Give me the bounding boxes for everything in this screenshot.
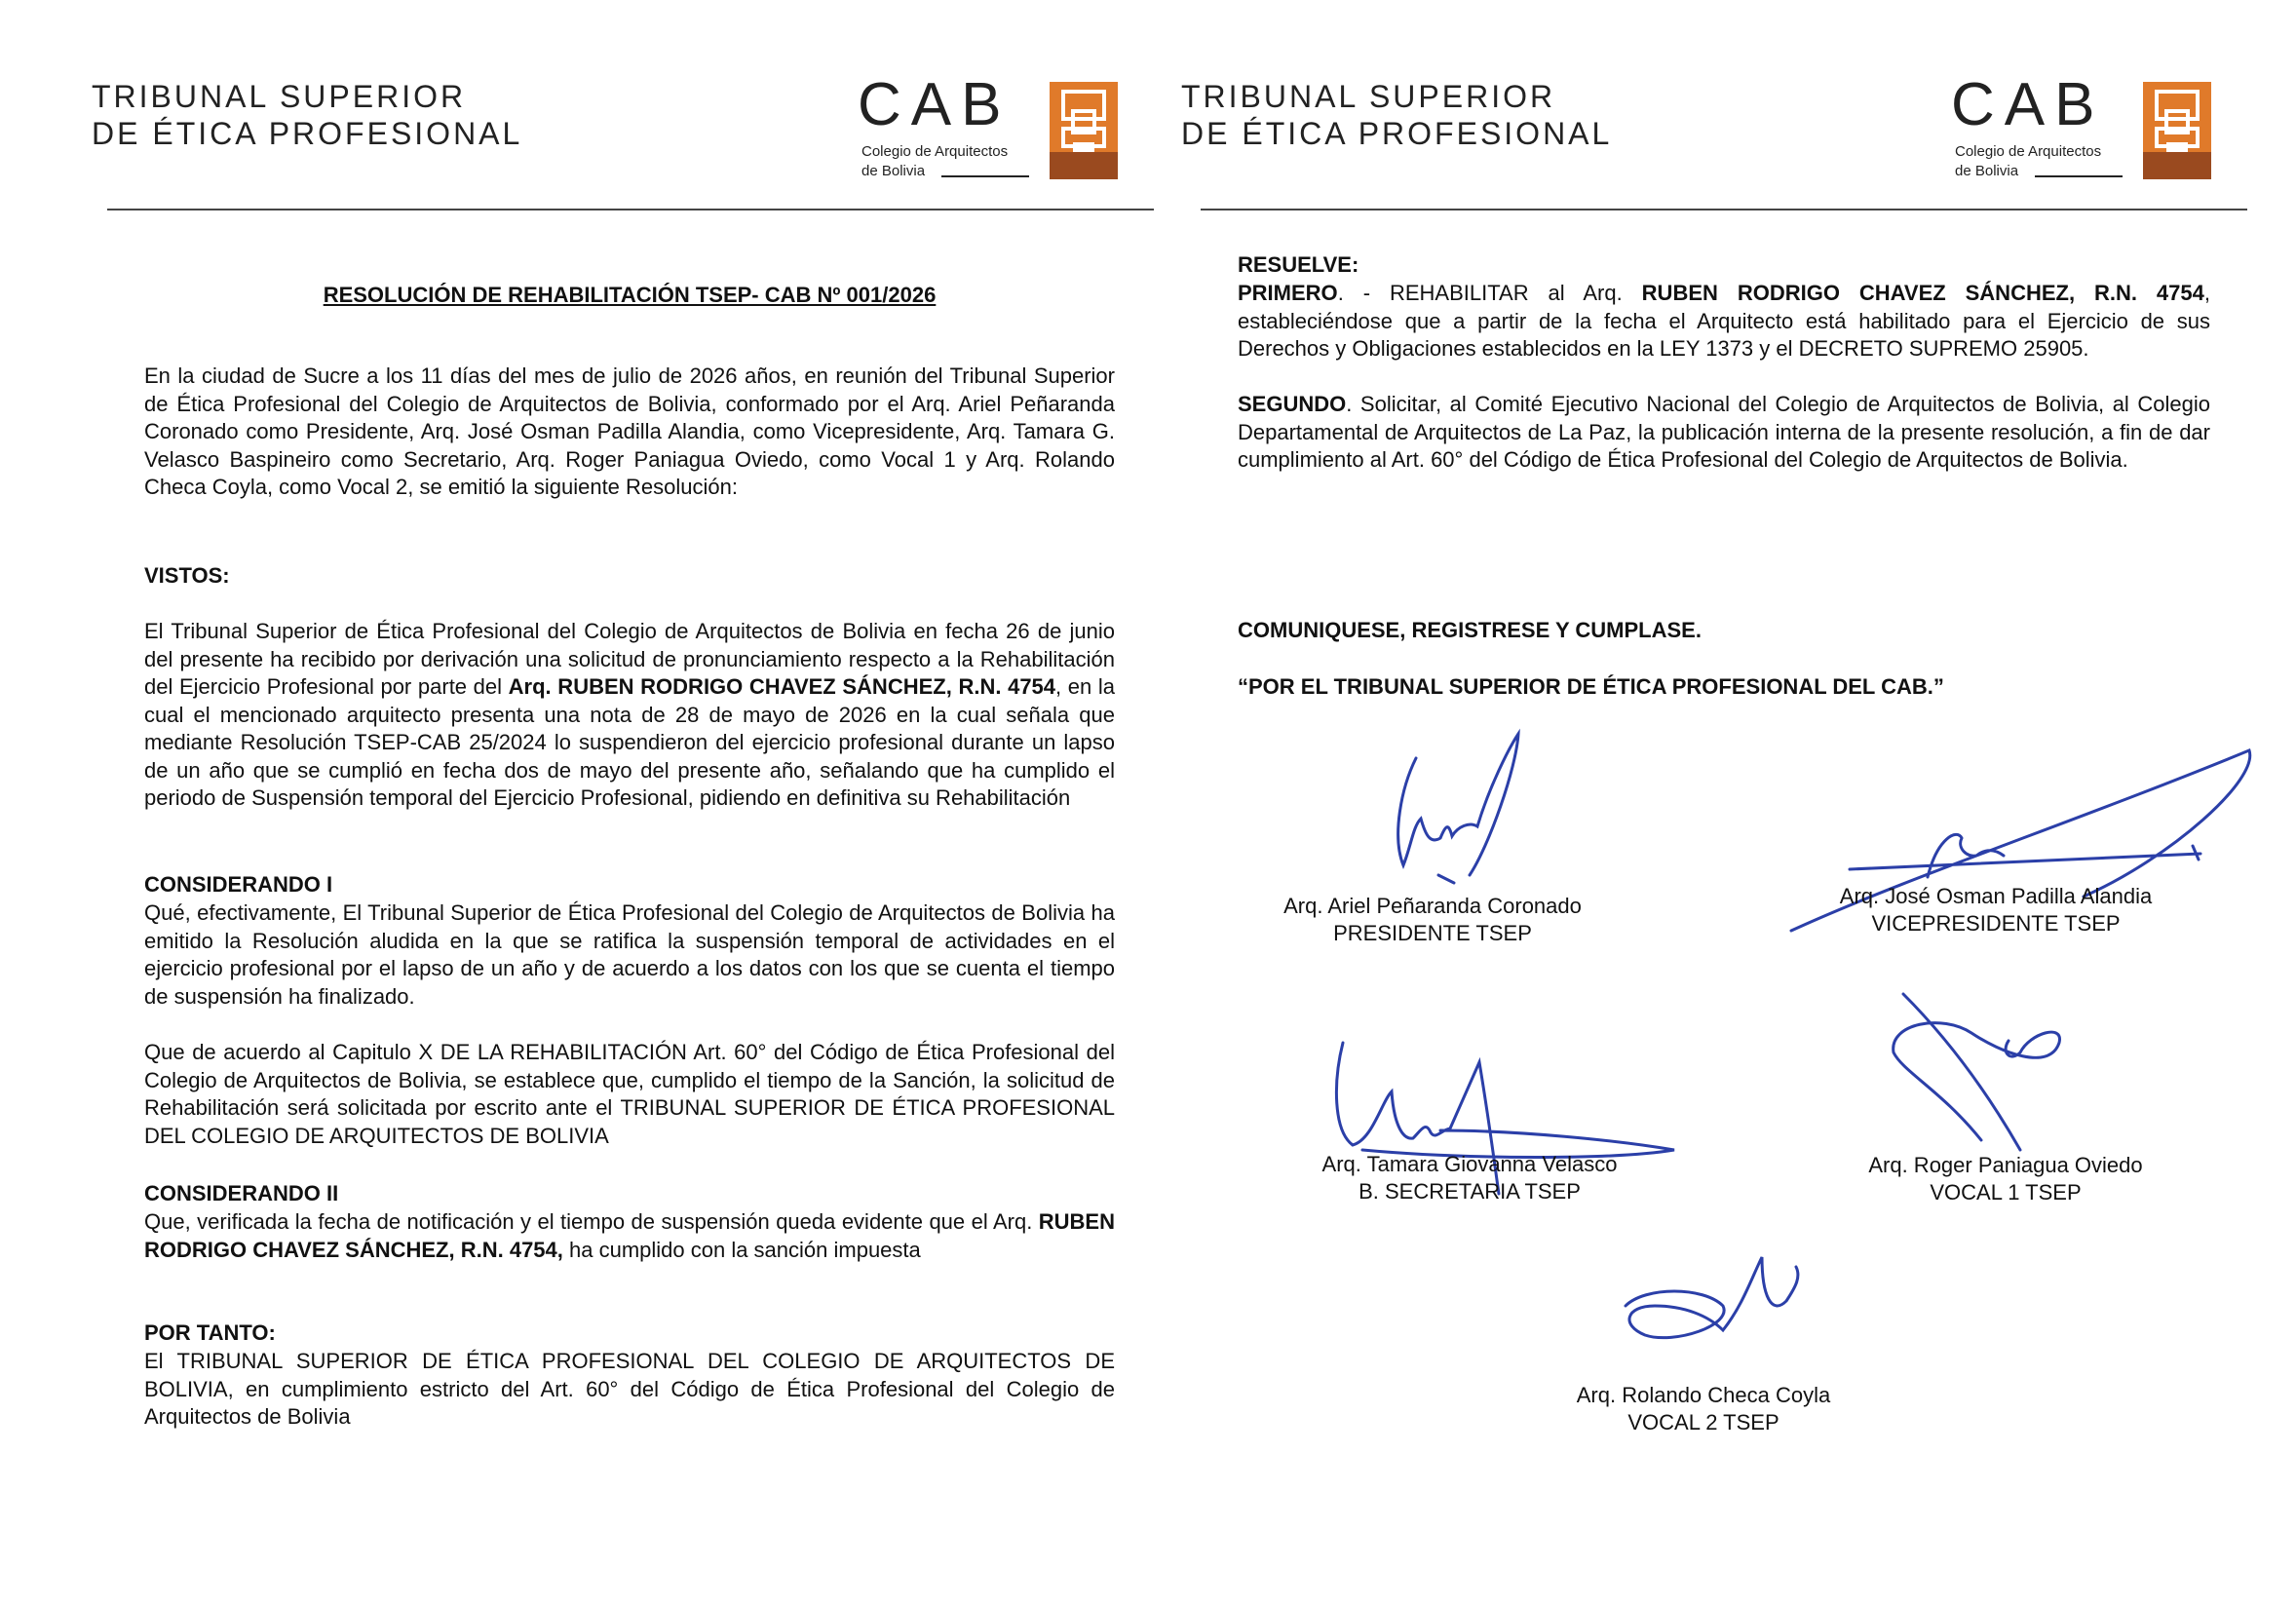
cab-emblem-icon-right xyxy=(2143,82,2211,179)
signatory-2 xyxy=(1772,883,2220,937)
vistos-heading: VISTOS: xyxy=(144,563,230,588)
header-title-line2: DE ÉTICA PROFESIONAL xyxy=(92,116,523,151)
primero-text-2: , estableciéndose que a partir de la fecha el Arquitecto está habilitado para el Ejercicio de sus Derechos y Obligaciones establecidos en la LEY 1373 y el DECRETO SUPREMO 25905. xyxy=(1238,281,2210,361)
resuelve-heading: RESUELVE: xyxy=(1238,252,1359,277)
closing-statement: COMUNIQUESE, REGISTRESE Y CUMPLASE. xyxy=(1238,618,1702,642)
header-title-line1-right: TRIBUNAL SUPERIOR xyxy=(1181,79,1556,114)
vistos-text-1: El Tribunal Superior de Ética Profesional del Colegio de Arquitectos de Bolivia en fecha 26 de junio del presente ha recibido por derivación una solicitud de pronunciamiento respecto a la Rehabilitación del Ejercicio Profesional por parte del xyxy=(144,619,1115,699)
document-title: RESOLUCIÓN DE REHABILITACIÓN TSEP- CAB Nº 001/2026 xyxy=(323,283,937,307)
vistos-name: Arq. RUBEN RODRIGO CHAVEZ SÁNCHEZ, R.N. 4754 xyxy=(508,674,1056,699)
signatory-5-name: Arq. Rolando Checa Coyla xyxy=(1576,1383,1831,1407)
signatory-2-role: VICEPRESIDENTE TSEP xyxy=(1871,911,2121,936)
considerando-1-paragraph-2: Que de acuerdo al Capitulo X DE LA REHABILITACIÓN Art. 60° del Código de Ética Profesional del Colegio de Arquitectos de Bolivia, se establece que, cumplido el tiempo de la Sanción, la solicitud de Rehabilitación será solicitada por escrito ante el TRIBUNAL SUPERIOR DE ÉTICA PROFESIONAL DEL COLEGIO DE ARQUITECTOS DE BOLIVIA xyxy=(144,1040,1115,1148)
header-divider-right xyxy=(1201,209,2247,210)
signatory-4 xyxy=(1820,1152,2191,1206)
header-title-line2-right: DE ÉTICA PROFESIONAL xyxy=(1181,116,1613,151)
header-divider xyxy=(107,209,1154,210)
closing-attribution: “POR EL TRIBUNAL SUPERIOR DE ÉTICA PROFESIONAL DEL CAB.” xyxy=(1238,674,1944,699)
logo-subtitle-line1-right: Colegio de Arquitectos xyxy=(1955,143,2102,160)
primero-name: RUBEN RODRIGO CHAVEZ SÁNCHEZ, R.N. 4754 xyxy=(1641,281,2204,305)
cons2-name: RUBEN RODRIGO CHAVEZ SÁNCHEZ, R.N. 4754, xyxy=(144,1209,1115,1262)
cons2-text-1: Que, verificada la fecha de notificación y el tiempo de suspensión queda evidente que el Arq. xyxy=(144,1209,1039,1234)
considerando-2-heading: CONSIDERANDO II xyxy=(144,1181,339,1205)
signatory-1 xyxy=(1238,893,1627,947)
header-title-right xyxy=(1181,78,1612,152)
segundo-text: . Solicitar, al Comité Ejecutivo Nacional del Colegio de Arquitectos de Bolivia, al Colegio Departamental de Arquitectos de La Paz, la publicación interna de la presente resolución, a fin de dar cumplimiento al Art. 60° del Código de Ética Profesional del Colegio de Arquitectos de Bolivia. xyxy=(1238,392,2210,472)
logo-subtitle-line2: de Bolivia xyxy=(861,163,926,179)
signature-vocal-2 xyxy=(1616,1247,1811,1374)
vistos-paragraph xyxy=(144,618,1115,813)
signatory-3-name: Arq. Tamara Giovanna Velasco xyxy=(1321,1152,1618,1176)
signatory-5 xyxy=(1509,1382,1898,1436)
intro-paragraph: En la ciudad de Sucre a los 11 días del mes de julio de 2026 años, en reunión del Tribunal Superior de Ética Profesional del Colegio de Arquitectos de Bolivia, conformado por el Arq. Ariel Peñaranda Coronado como Presidente, Arq. José Osman Padilla Alandia, como Vicepresidente, Arq. Tamara G. Velasco Baspineiro como Secretario, Arq. Roger Paniagua Oviedo, como Vocal 1 y Arq. Rolando Checa Coyla, como Vocal 2, se emitió la siguiente Resolución: xyxy=(144,363,1115,499)
signatory-2-name: Arq. José Osman Padilla Alandia xyxy=(1839,884,2153,908)
por-tanto-paragraph: El TRIBUNAL SUPERIOR DE ÉTICA PROFESIONAL DEL COLEGIO DE ARQUITECTOS DE BOLIVIA, en cumplimiento estricto del Art. 60° del Código de Ética Profesional del Colegio de Arquitectos de Bolivia xyxy=(144,1349,1115,1429)
cab-emblem-icon xyxy=(1050,82,1118,179)
signatory-5-role: VOCAL 2 TSEP xyxy=(1627,1410,1779,1434)
primero-text-1: . - REHABILITAR al Arq. xyxy=(1337,281,1642,305)
considerando-1-heading: CONSIDERANDO I xyxy=(144,872,333,897)
primero-label: PRIMERO xyxy=(1238,281,1338,305)
logo-subtitle-line2-right: de Bolivia xyxy=(1955,163,2019,179)
header-title xyxy=(92,78,522,152)
header-title-line1: TRIBUNAL SUPERIOR xyxy=(92,79,467,114)
por-tanto-heading: POR TANTO: xyxy=(144,1320,276,1345)
logo-subtitle-line1: Colegio de Arquitectos xyxy=(861,143,1009,160)
signatory-4-role: VOCAL 1 TSEP xyxy=(1930,1180,2082,1204)
logo-text: CAB xyxy=(858,71,1012,138)
signatory-3-role: B. SECRETARIA TSEP xyxy=(1358,1179,1581,1204)
segundo-paragraph xyxy=(1238,391,2210,475)
signature-presidente xyxy=(1372,729,1538,895)
primero-paragraph xyxy=(1238,280,2210,363)
cab-logo-right xyxy=(1951,71,2214,181)
page-right xyxy=(1148,0,2296,1606)
signature-vocal-1 xyxy=(1884,994,2079,1160)
signatory-3 xyxy=(1265,1151,1674,1205)
considerando-2-paragraph xyxy=(144,1208,1115,1264)
signatory-1-name: Arq. Ariel Peñaranda Coronado xyxy=(1283,894,1582,918)
cab-logo xyxy=(858,71,1121,181)
logo-underline xyxy=(941,175,1029,177)
segundo-label: SEGUNDO xyxy=(1238,392,1347,416)
logo-underline-right xyxy=(2035,175,2123,177)
vistos-text-2: , en la cual el mencionado arquitecto presenta una nota de 28 de mayo de 2026 en la cual señala que mediante Resolución TSEP-CAB 25/2024 lo suspendieron del ejercicio profesional durante un lapso de un año que se cumplió en fecha dos de mayo del presente año, señalando que ha cumplido el periodo de Suspensión temporal del Ejercicio Profesional, pidiendo en definitiva su Rehabilitación xyxy=(144,674,1116,810)
signatory-4-name: Arq. Roger Paniagua Oviedo xyxy=(1868,1153,2143,1177)
considerando-1-paragraph-1: Qué, efectivamente, El Tribunal Superior de Ética Profesional del Colegio de Arquitectos de Bolivia ha emitido la Resolución aludida en la que se ratifica la suspensión temporal de actividades en el ejercicio profesional por el lapso de un año y de acuerdo a los datos con los que se cuenta el tiempo de suspensión ha finalizado. xyxy=(144,900,1115,1009)
signatory-1-role: PRESIDENTE TSEP xyxy=(1333,921,1532,945)
logo-text-right: CAB xyxy=(1951,71,2105,138)
cons2-text-2: ha cumplido con la sanción impuesta xyxy=(562,1237,921,1262)
